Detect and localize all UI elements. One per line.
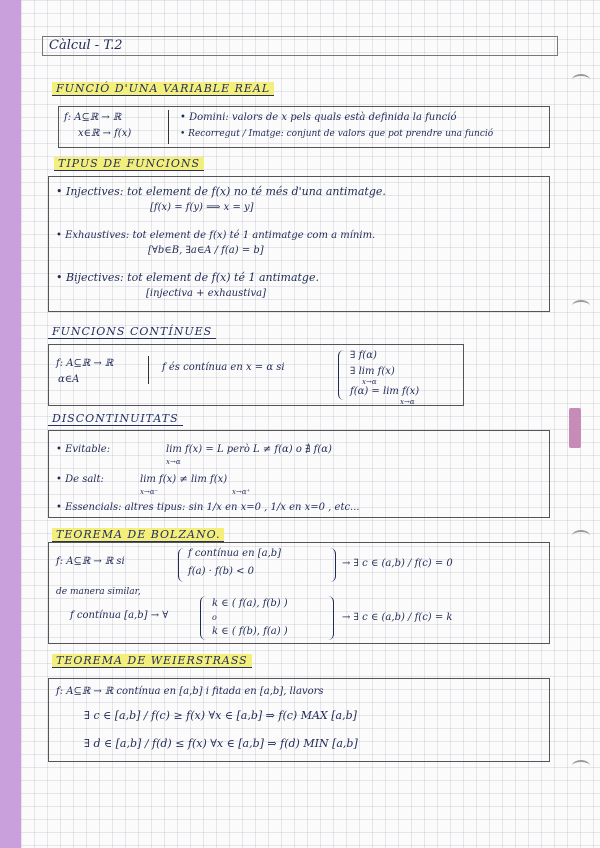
funcio-def-2: x∈ℝ → f(x) [78, 128, 132, 139]
funcio-domini: • Domini: valors de x pels quals està definida la funció [180, 112, 457, 123]
heading-bolzano: TEOREMA DE BOLZANO. [52, 528, 224, 542]
brace [338, 350, 345, 400]
binder-ring-mark [572, 300, 590, 312]
continues-cond-2: ∃ lim f(x) [350, 366, 395, 377]
disc-evitable-label: • Evitable: [56, 444, 111, 455]
brace [328, 596, 334, 640]
funcio-recorregut: • Recorregut / Imatge: conjunt de valors que pot prendre una funció [180, 129, 494, 139]
bolzano-cond-2: f(a) · f(b) < 0 [188, 566, 255, 577]
weierstrass-line-2: ∃ c ∈ [a,b] / f(c) ≥ f(x) ∀x ∈ [a,b] ⇒ f(c) MAX [a,b] [84, 709, 357, 722]
bolzano-conclusion-2: → ∃ c ∈ (a,b) / f(c) = k [342, 612, 453, 623]
tipus-exhaustives: • Exhaustives: tot element de f(x) té 1 antimatge com a mínim. [56, 230, 376, 241]
continues-statement: f és contínua en x = α si [162, 362, 285, 373]
bolzano-conclusion: → ∃ c ∈ (a,b) / f(c) = 0 [342, 558, 453, 569]
bolzano-def: f: A⊆ℝ → ℝ si [56, 556, 125, 567]
bolzano-cond-1: f contínua en [a,b] [188, 548, 282, 559]
heading-funcio: FUNCIÓ D'UNA VARIABLE REAL [52, 82, 274, 96]
disc-essencials: • Essencials: altres tipus: sin 1/x en x=0 , 1/x en x=0 , etc... [56, 502, 360, 513]
tipus-injectives: • Injectives: tot element de f(x) no té més d'una antimatge. [56, 185, 386, 198]
tipus-injectives-formula: [f(x) = f(y) ⟹ x = y] [150, 202, 254, 213]
bolzano-range-1: k ∈ ( f(a), f(b) ) [212, 598, 288, 609]
continues-def-1: f: A⊆ℝ → ℝ [56, 358, 114, 369]
heading-discontinuitats: DISCONTINUITATS [48, 412, 183, 426]
binder-ring-mark [572, 760, 590, 772]
funcio-def-1: f: A⊆ℝ → ℝ [64, 112, 122, 123]
disc-salt-label: • De salt: [56, 474, 104, 485]
page-title: Càlcul - T.2 [42, 36, 558, 56]
weierstrass-line-1: f: A⊆ℝ → ℝ contínua en [a,b] i fitada en [a,b], llavors [56, 686, 324, 697]
heading-continues: FUNCIONS CONTÍNUES [48, 325, 216, 339]
disc-evitable-sub: x→α [166, 458, 181, 466]
continues-cond-2-sub: x→α [362, 378, 377, 386]
tipus-exhaustives-formula: [∀b∈B, ∃a∈A / f(a) = b] [148, 245, 264, 256]
tipus-bijectives: • Bijectives: tot element de f(x) té 1 antimatge. [56, 271, 319, 284]
bolzano-range-2: k ∈ ( f(b), f(a) ) [212, 626, 288, 637]
divider [168, 110, 169, 144]
bolzano-range-or: o [212, 613, 217, 622]
binder-ring-mark [572, 530, 590, 542]
continues-cond-3: f(α) = lim f(x) [350, 386, 420, 397]
continues-cond-1: ∃ f(α) [350, 350, 377, 361]
continues-cond-3-sub: x→α [400, 398, 415, 406]
bolzano-similar: de manera similar, [56, 587, 141, 597]
divider [148, 356, 149, 384]
purple-margin-strip [0, 0, 21, 848]
brace [200, 596, 206, 640]
brace [330, 548, 336, 582]
disc-salt-formula: lim f(x) ≠ lim f(x) [140, 474, 228, 485]
heading-weierstrass: TEOREMA DE WEIERSTRASS [52, 654, 252, 668]
bolzano-line2-left: f contínua [a,b] → ∀ [70, 610, 169, 621]
disc-evitable-formula: lim f(x) = L però L ≠ f(α) o ∄ f(α) [166, 444, 332, 455]
tipus-bijectives-formula: [injectiva + exhaustiva] [146, 288, 266, 299]
binder-ring-mark [572, 74, 590, 86]
brace [178, 548, 184, 582]
continues-def-2: α∈A [58, 374, 80, 385]
page-tab-marker [569, 408, 581, 448]
heading-tipus: TIPUS DE FUNCIONS [54, 157, 204, 171]
disc-salt-sub-1: x→α⁻ [140, 488, 159, 496]
disc-salt-sub-2: x→α⁺ [232, 488, 251, 496]
weierstrass-line-3: ∃ d ∈ [a,b] / f(d) ≤ f(x) ∀x ∈ [a,b] ⇒ f(d) MIN [a,b] [84, 737, 358, 750]
